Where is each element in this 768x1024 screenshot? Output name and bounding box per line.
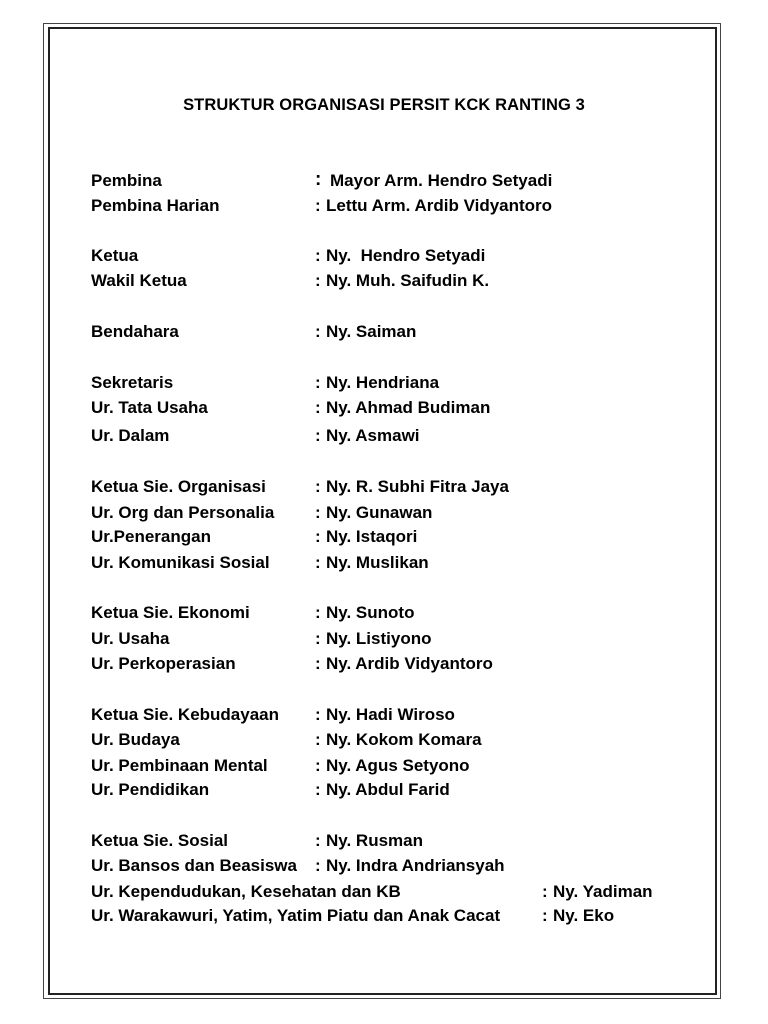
- row-label: Wakil Ketua: [91, 271, 187, 290]
- row-value: Ny. Ahmad Budiman: [326, 398, 491, 417]
- row-value: Ny. Ardib Vidyantoro: [326, 654, 493, 673]
- row-label: Ketua Sie. Organisasi: [91, 477, 266, 496]
- row-value: Ny. Istaqori: [326, 527, 418, 546]
- row-value: Mayor Arm. Hendro Setyadi: [330, 171, 553, 190]
- row-separator: :: [315, 503, 321, 522]
- row-separator: :: [542, 906, 548, 925]
- row-separator: :: [315, 780, 321, 799]
- row-label: Pembina Harian: [91, 196, 220, 215]
- row-separator: :: [315, 603, 321, 622]
- row-label: Ketua: [91, 246, 139, 265]
- row-label: Ketua Sie. Sosial: [91, 831, 228, 850]
- row-separator: :: [315, 426, 321, 445]
- row-separator: :: [315, 196, 321, 215]
- row-label: Ur. Tata Usaha: [91, 398, 208, 417]
- row-value: Ny. Yadiman: [553, 882, 653, 901]
- row-value: Ny. Rusman: [326, 831, 423, 850]
- row-separator: :: [315, 730, 321, 749]
- row-label: Ur. Budaya: [91, 730, 180, 749]
- row-label: Ur. Komunikasi Sosial: [91, 553, 270, 572]
- document-title: STRUKTUR ORGANISASI PERSIT KCK RANTING 3: [183, 96, 585, 114]
- row-separator: :: [315, 831, 321, 850]
- row-value: Ny. R. Subhi Fitra Jaya: [326, 477, 509, 496]
- row-separator: :: [315, 477, 321, 496]
- row-value: Ny. Hendro Setyadi: [326, 246, 486, 265]
- row-separator: :: [315, 654, 321, 673]
- row-value: Ny. Muh. Saifudin K.: [326, 271, 490, 290]
- row-value: Lettu Arm. Ardib Vidyantoro: [326, 196, 553, 215]
- row-separator: :: [315, 373, 321, 392]
- row-value: Ny. Agus Setyono: [326, 756, 470, 775]
- row-value: Ny. Eko: [553, 906, 615, 925]
- row-label: Ur. Org dan Personalia: [91, 503, 275, 522]
- row-label: Ur. Kependudukan, Kesehatan dan KB: [91, 882, 401, 901]
- row-label: Ur. Pendidikan: [91, 780, 210, 799]
- row-value: Ny. Hendriana: [326, 373, 440, 392]
- row-separator: :: [315, 856, 321, 875]
- row-label: Ur. Bansos dan Beasiswa: [91, 856, 297, 875]
- row-separator: :: [315, 271, 321, 290]
- row-separator: :: [315, 527, 321, 546]
- row-value: Ny. Kokom Komara: [326, 730, 482, 749]
- row-label: Bendahara: [91, 322, 179, 341]
- row-separator: :: [315, 246, 321, 265]
- row-label: Sekretaris: [91, 373, 174, 392]
- row-separator: :: [315, 629, 321, 648]
- row-separator: :: [315, 322, 321, 341]
- row-separator: :: [315, 705, 321, 724]
- row-label: Ur. Usaha: [91, 629, 170, 648]
- row-value: Ny. Indra Andriansyah: [326, 856, 505, 875]
- row-label: Ur. Perkoperasian: [91, 654, 236, 673]
- row-value: Ny. Asmawi: [326, 426, 420, 445]
- row-value: Ny. Gunawan: [326, 503, 433, 522]
- row-separator: :: [315, 553, 321, 572]
- row-label: Ketua Sie. Ekonomi: [91, 603, 250, 622]
- row-separator: :: [542, 882, 548, 901]
- row-value: Ny. Listiyono: [326, 629, 432, 648]
- row-label: Pembina: [91, 171, 162, 190]
- row-value: Ny. Muslikan: [326, 553, 429, 572]
- row-label: Ur.Penerangan: [91, 527, 211, 546]
- row-label: Ur. Pembinaan Mental: [91, 756, 268, 775]
- row-label: Ketua Sie. Kebudayaan: [91, 705, 280, 724]
- row-value: Ny. Sunoto: [326, 603, 415, 622]
- row-value: Ny. Hadi Wiroso: [326, 705, 455, 724]
- row-value: Ny. Saiman: [326, 322, 417, 341]
- row-label: Ur. Dalam: [91, 426, 170, 445]
- row-value: Ny. Abdul Farid: [326, 780, 450, 799]
- row-separator: :: [315, 398, 321, 417]
- row-label: Ur. Warakawuri, Yatim, Yatim Piatu dan Anak Cacat: [91, 906, 501, 925]
- row-separator: :: [315, 169, 322, 190]
- row-separator: :: [315, 756, 321, 775]
